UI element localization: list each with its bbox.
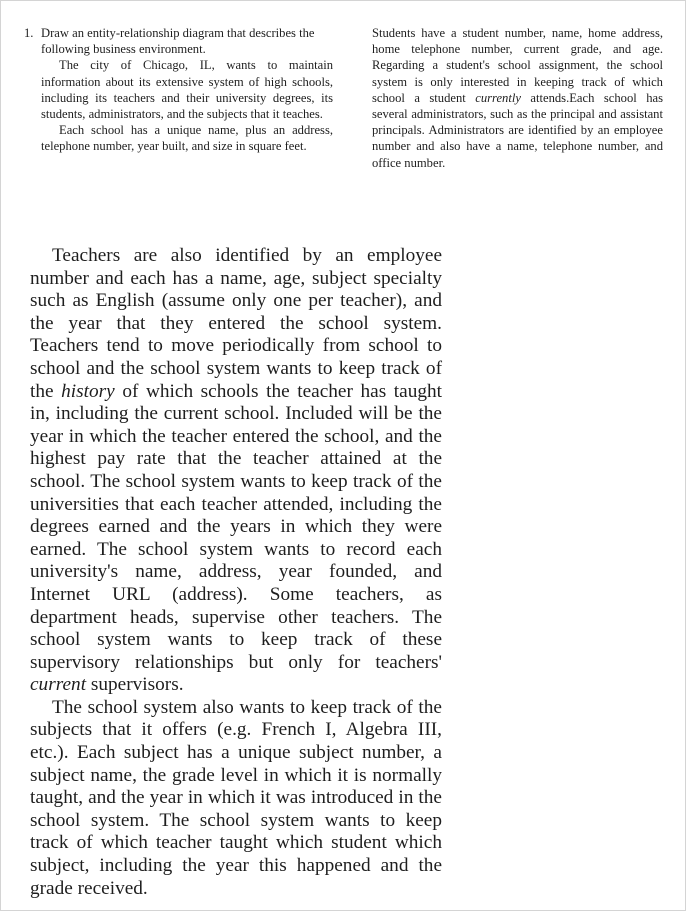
school-paragraph-text-continued: Students — [372, 26, 422, 40]
school-paragraph-end-continued: an — [597, 123, 615, 138]
school-paragraph-text-continued: student — [462, 26, 505, 40]
school-paragraph-end-continued: assistant — [620, 107, 663, 122]
school-paragraph-end-continued: number, — [597, 139, 645, 154]
school-paragraph-continued — [372, 25, 663, 171]
school-paragraph-end-continued: Administrators — [428, 123, 509, 138]
question-body-left — [24, 57, 333, 154]
school-paragraph-end-continued: has — [646, 90, 663, 105]
school-paragraph-end-continued: principal — [550, 107, 599, 122]
school-paragraph-end-continued: and — [598, 107, 621, 122]
school-paragraph-text-continued: keeping — [534, 74, 582, 89]
question-number: 1. — [24, 26, 34, 40]
school-paragraph-text-continued: the — [606, 58, 631, 73]
subjects-paragraph: The school system also wants to keep track of the subjects that it offers (e.g. French I, Algebra III, etc.). Each subject has a unique subject number, a subject name, the grade level in which it is normally taught, and the year in which it was introduced in the school system. The school system wants to keep track of which teacher taught which student which subject, including the year this happened and the grade received. — [30, 696, 442, 899]
school-paragraph-text-continued: Regarding — [372, 58, 433, 73]
intro-paragraph: The city of Chicago, IL, wants to maintain information about its extensive system of high schools, including its teachers and their university degrees, its students, administrators, and the subjects that it teaches. — [41, 58, 333, 122]
school-paragraph-end-continued: number. — [404, 155, 446, 170]
school-paragraph-text-continued: school — [497, 58, 539, 73]
school-paragraph-end-continued: and — [416, 139, 441, 154]
school-paragraph-end-continued: a — [495, 139, 508, 154]
school-paragraph-text-continued: home — [372, 42, 412, 57]
teachers-paragraph — [30, 245, 442, 697]
teachers-text-1: Teachers are also identified by an employee number and each has a name, age, subject specialty such as English (assume only one per teacher), and the year that they entered the school system. Teachers tend to move periodically from school to school and the school system wants to keep track of the — [30, 245, 442, 402]
school-paragraph-end-continued: Each — [569, 90, 604, 105]
school-paragraph-end-continued: identified — [528, 123, 581, 138]
school-paragraph-text-continued: school — [630, 58, 663, 73]
school-paragraph-end-continued: such — [490, 107, 517, 122]
school-paragraph-text-continued: and — [612, 42, 643, 57]
question-column-right — [372, 25, 663, 171]
school-paragraph-end-continued: employee — [614, 123, 663, 138]
school-paragraph-text-continued: have — [421, 26, 451, 40]
teachers-text-3: supervisors. — [90, 674, 184, 696]
school-paragraph-end-continued: have — [466, 139, 496, 154]
school-paragraph-end-continued: telephone — [543, 139, 598, 154]
school-paragraph-end-continued: name, — [507, 139, 544, 154]
school-paragraph-end-continued: school — [603, 90, 647, 105]
school-paragraph-text: Each school has a unique name, plus an address, telephone number, year built, and size in square feet. — [41, 123, 333, 154]
teachers-emphasis-history: history — [61, 380, 115, 402]
school-paragraph-text-continued: a — [450, 26, 463, 40]
teachers-text-2: of which schools the teacher has taught in, including the current school. Included will be the year in which the teacher entered the school, and the highest pay rate that the teacher attained at the school. The school system wants to keep track of the universities that each teacher attended, including the degrees earned and the years in which they were earned. The school system wants to record each university's name, address, year founded, and Internet URL (address). Some teachers, as department heads, supervise other teachers. The school system wants to keep track of these supervisory relationships but only for teachers' — [30, 380, 442, 673]
school-paragraph-end-continued: number — [372, 139, 417, 154]
school-paragraph-text-continued: address, — [622, 26, 663, 40]
question-column-left — [24, 25, 333, 155]
school-paragraph-text-continued: system — [372, 74, 415, 89]
school-paragraph-end-continued: the — [531, 107, 551, 122]
school-paragraph-text-continued: interested — [460, 74, 517, 89]
school-paragraph-text-continued: telephone — [411, 42, 472, 57]
school-paragraph-text-continued: student — [429, 90, 476, 105]
school-paragraph-text-continued: number, — [504, 26, 552, 40]
school-paragraph — [41, 122, 333, 154]
school-paragraph-text-continued: home — [588, 26, 623, 40]
school-paragraph-end-continued: and — [644, 139, 664, 154]
school-paragraph-text-continued: which — [632, 74, 663, 89]
school-paragraph-text-continued: of — [614, 74, 633, 89]
school-paragraph-emphasis: currently — [475, 90, 521, 105]
school-paragraph-text-continued: a — [432, 58, 447, 73]
school-paragraph-text-continued: track — [581, 74, 615, 89]
school-paragraph-text-continued: a — [414, 90, 430, 105]
school-paragraph-text-continued: number, — [471, 42, 524, 57]
school-paragraph-text-continued: only — [430, 74, 461, 89]
school-paragraph-end-continued: by — [580, 123, 598, 138]
school-paragraph-text-continued: current — [523, 42, 571, 57]
school-paragraph-end: attends. — [530, 90, 570, 105]
school-paragraph-text-continued: name, — [551, 26, 589, 40]
school-paragraph-end-continued: also — [440, 139, 467, 154]
question-prompt: Draw an entity-relationship diagram that describes the following business environment. — [41, 26, 315, 57]
school-paragraph-end-continued: several — [372, 107, 412, 122]
school-paragraph-text-continued: in — [516, 74, 535, 89]
school-paragraph-text-continued: school — [372, 90, 415, 105]
school-paragraph-text-continued: grade, — [570, 42, 613, 57]
school-paragraph-text-continued: is — [414, 74, 431, 89]
question-heading — [24, 25, 333, 57]
teachers-emphasis-current: current — [30, 674, 87, 696]
school-paragraph-end-continued: office — [372, 155, 405, 170]
school-paragraph-end-continued: principals. — [372, 123, 429, 138]
school-paragraph-end-continued: are — [508, 123, 529, 138]
school-paragraph-text-continued: student's — [446, 58, 498, 73]
school-paragraph-text-continued: assignment, — [538, 58, 607, 73]
school-paragraph-text-continued: age. — [642, 42, 663, 57]
main-text — [30, 245, 442, 900]
school-paragraph-end-continued: administrators, — [411, 107, 491, 122]
school-paragraph-end-continued: as — [516, 107, 532, 122]
